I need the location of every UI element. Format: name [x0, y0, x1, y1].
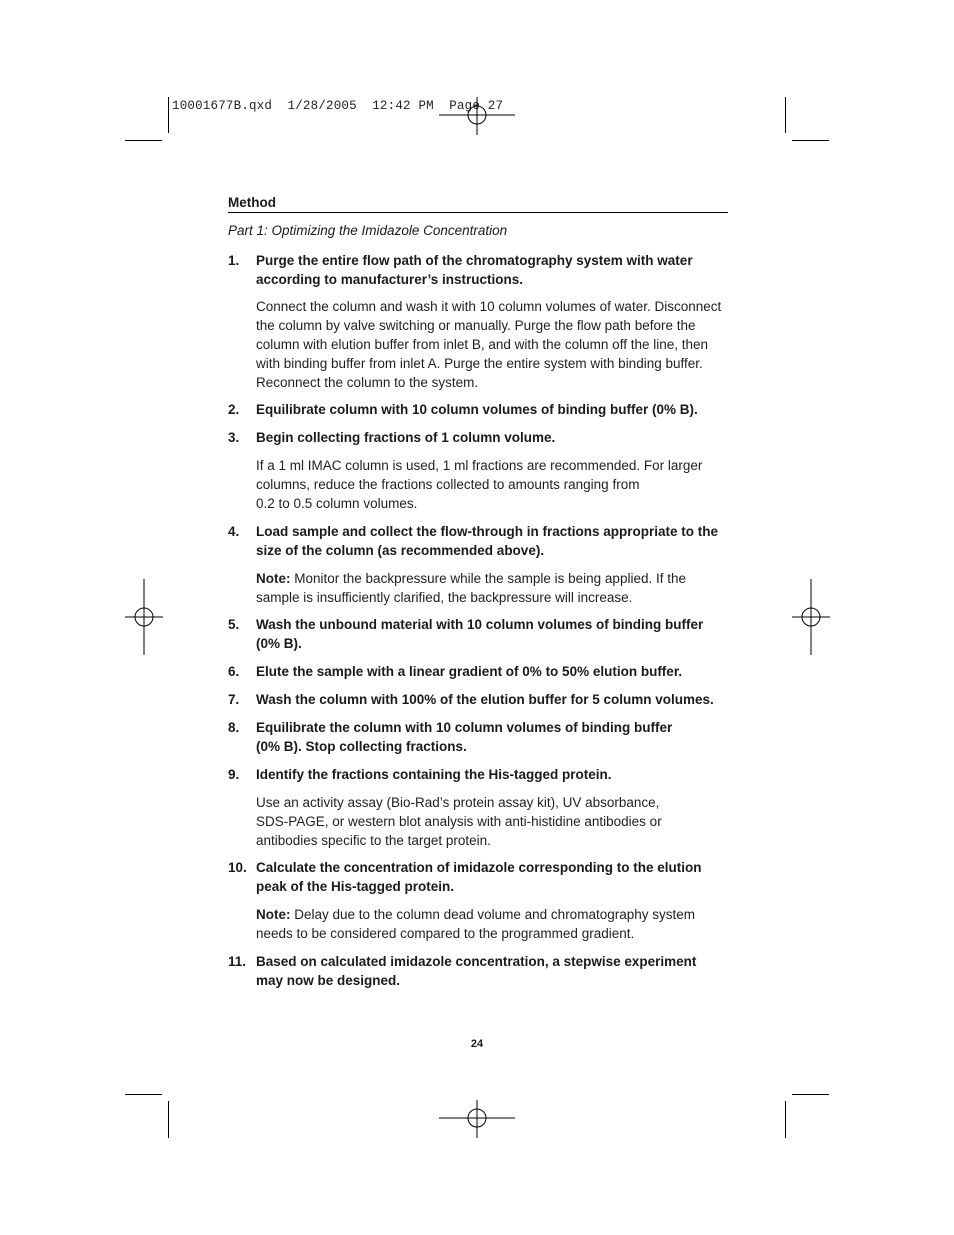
- step-text: Load sample and collect the flow-through in fractions appropriate to the size of the column (as recommended above).: [256, 524, 719, 558]
- crop-mark: [168, 97, 169, 133]
- crop-mark: [168, 1101, 169, 1138]
- step-3-detail-range: 0.2 to 0.5 column volumes.: [256, 496, 418, 511]
- registration-mark-icon: [792, 579, 830, 655]
- step-7: [228, 690, 728, 709]
- step-text: Calculate the concentration of imidazole corresponding to the elution peak of the His-tagged protein.: [256, 860, 702, 894]
- step-number: 2.: [228, 402, 240, 417]
- step-4: [228, 522, 728, 560]
- step-10: [228, 858, 728, 896]
- step-3: [228, 428, 728, 447]
- section-subtitle: Part 1: Optimizing the Imidazole Concentration: [228, 223, 508, 238]
- step-number: 4.: [228, 524, 240, 539]
- step-number: 7.: [228, 692, 240, 707]
- crop-mark: [792, 140, 829, 141]
- step-number: 9.: [228, 767, 240, 782]
- step-number: 6.: [228, 664, 240, 679]
- print-slug: 10001677B.qxd 1/28/2005 12:42 PM Page 27: [172, 99, 504, 113]
- step-text: Elute the sample with a linear gradient of 0% to 50% elution buffer.: [256, 664, 683, 679]
- registration-mark-icon: [125, 579, 163, 655]
- step-text: Identify the fractions containing the His-tagged protein.: [256, 767, 612, 782]
- step-10-note: [256, 905, 716, 943]
- step-8: [228, 718, 728, 756]
- step-number: 5.: [228, 617, 240, 632]
- step-2: [228, 400, 728, 419]
- step-text: Equilibrate column with 10 column volumes of binding buffer (0% B).: [256, 402, 698, 417]
- step-6: [228, 662, 728, 681]
- section-heading: Method: [228, 195, 728, 213]
- step-5: [228, 615, 728, 653]
- step-text: Purge the entire flow path of the chromatography system with water according to manufacturer’s instructions.: [256, 253, 693, 287]
- crop-mark: [785, 1101, 786, 1138]
- step-number: 8.: [228, 720, 240, 735]
- crop-mark: [125, 140, 162, 141]
- note-label: Note:: [256, 907, 291, 922]
- step-text: Equilibrate the column with 10 column volumes of binding buffer (0% B). Stop collecting fractions.: [256, 720, 673, 754]
- step-number: 10.: [228, 860, 247, 875]
- note-label: Note:: [256, 571, 291, 586]
- crop-mark: [792, 1094, 829, 1095]
- step-text: Wash the unbound material with 10 column volumes of binding buffer (0% B).: [256, 617, 704, 651]
- step-1: [228, 251, 728, 289]
- step-1-detail: Connect the column and wash it with 10 column volumes of water. Disconnect the column by valve switching or manually. Purge the flow path before the column with elution buffer from inlet B, and with the column off the line, then with binding buffer from inlet A. Purge the entire system with binding buffer. Reconnect the column to the system.: [256, 299, 722, 390]
- crop-mark: [785, 97, 786, 133]
- note-text: Delay due to the column dead volume and chromatography system needs to be considered compared to the programmed gradient.: [256, 907, 695, 941]
- step-number: 3.: [228, 430, 240, 445]
- step-9: [228, 765, 728, 784]
- step-9-detail: Use an activity assay (Bio-Rad’s protein assay kit), UV absorbance, SDS-PAGE, or western blot analysis with anti-histidine antibodies or antibodies specific to the target protein.: [256, 795, 662, 848]
- crop-mark: [125, 1094, 162, 1095]
- page-number: 24: [470, 1038, 484, 1050]
- registration-mark-icon: [439, 97, 515, 135]
- note-text: Monitor the backpressure while the sample is being applied. If the sample is insufficiently clarified, the backpressure will increase.: [256, 571, 686, 605]
- registration-mark-icon: [439, 1100, 515, 1138]
- step-11: [228, 952, 728, 990]
- step-3-detail: [256, 456, 716, 513]
- step-text: Based on calculated imidazole concentration, a stepwise experiment may now be designed.: [256, 954, 697, 988]
- step-4-note: [256, 569, 706, 607]
- step-number: 11.: [228, 954, 247, 969]
- step-text: Begin collecting fractions of 1 column volume.: [256, 430, 556, 445]
- step-number: 1.: [228, 253, 240, 268]
- step-text: Wash the column with 100% of the elution buffer for 5 column volumes.: [256, 692, 714, 707]
- step-3-detail-text: If a 1 ml IMAC column is used, 1 ml fractions are recommended. For larger columns, reduce the fractions collected to amounts ranging from: [256, 458, 703, 492]
